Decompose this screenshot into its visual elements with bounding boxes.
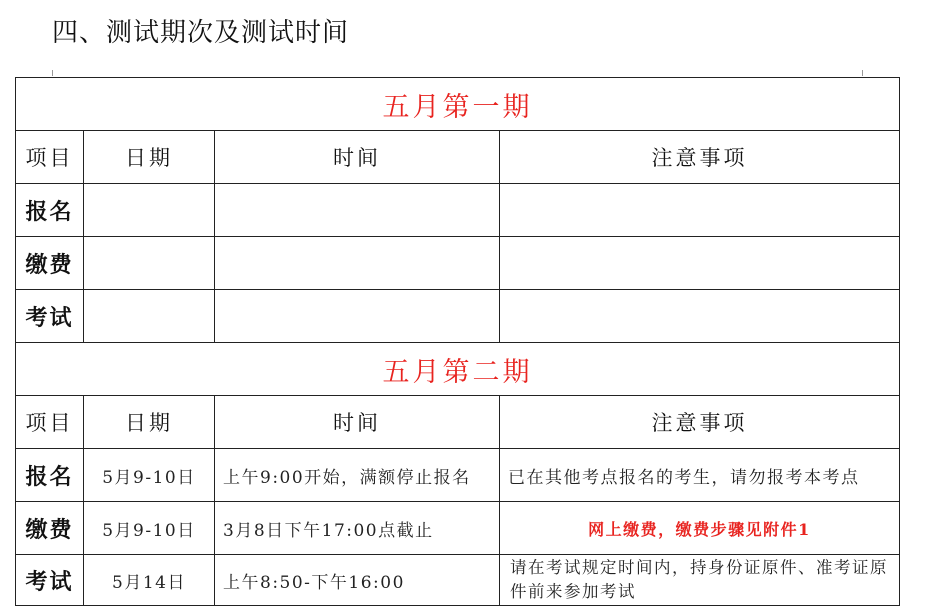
table-row [16,237,900,290]
page-corner-mark-left [52,70,53,76]
note-cell: 已在其他考点报名的考生，请勿报考本考点 [500,449,900,502]
row-label: 考试 [16,290,84,343]
table-row [16,290,900,343]
period-title: 五月第二期 [16,343,900,396]
header-date: 日期 [84,396,215,449]
table-row [16,502,900,555]
row-label: 缴费 [16,237,84,290]
header-item: 项目 [16,131,84,184]
date-cell [84,237,215,290]
header-row [16,131,900,184]
note-cell [500,237,900,290]
date-cell: 5月14日 [84,555,215,606]
note-cell [500,290,900,343]
section-heading: 四、测试期次及测试时间 [52,18,350,48]
date-cell: 5月9-10日 [84,449,215,502]
row-label: 报名 [16,449,84,502]
header-date: 日期 [84,131,215,184]
time-cell [215,184,500,237]
note-cell: 请在考试规定时间内，持身份证原件、准考证原件前来参加考试 [500,555,900,606]
time-cell [215,290,500,343]
time-cell: 上午9:00开始，满额停止报名 [215,449,500,502]
note-cell [500,184,900,237]
time-cell: 上午8:50-下午16:00 [215,555,500,606]
period-title: 五月第一期 [16,78,900,131]
note-cell-highlight: 网上缴费，缴费步骤见附件1 [500,502,900,555]
date-cell [84,184,215,237]
table-row [16,184,900,237]
schedule-table [15,77,900,606]
header-row [16,396,900,449]
date-cell [84,290,215,343]
period-title-row [16,343,900,396]
table-row [16,449,900,502]
header-item: 项目 [16,396,84,449]
row-label: 考试 [16,555,84,606]
date-cell: 5月9-10日 [84,502,215,555]
row-label: 缴费 [16,502,84,555]
time-cell: 3月8日下午17:00点截止 [215,502,500,555]
row-label: 报名 [16,184,84,237]
header-notes: 注意事项 [500,131,900,184]
period-title-row [16,78,900,131]
page-corner-mark-right [862,70,863,76]
header-time: 时间 [215,131,500,184]
header-notes: 注意事项 [500,396,900,449]
table-row [16,555,900,606]
time-cell [215,237,500,290]
header-time: 时间 [215,396,500,449]
